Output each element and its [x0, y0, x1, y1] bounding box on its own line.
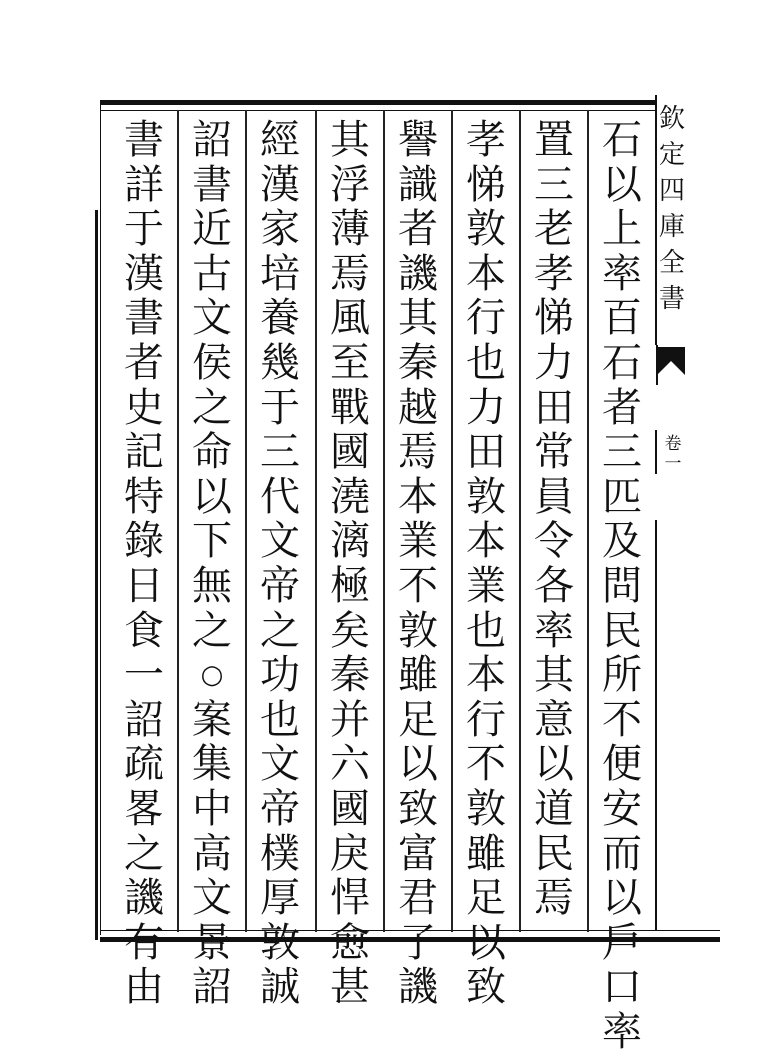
top-border-thick [100, 100, 655, 105]
column-glyph: 率 [602, 1008, 642, 1055]
column-glyph: 中 [192, 785, 232, 832]
book-title [655, 95, 687, 345]
column-glyph: 敦 [466, 206, 506, 253]
column-glyph: 以 [398, 741, 438, 788]
column-glyph: 敦 [260, 919, 300, 966]
column-glyph: 及 [602, 518, 642, 565]
column-glyph: 戶 [602, 919, 642, 966]
book-title-char: 四 [658, 176, 685, 206]
column-glyph: 書 [124, 295, 164, 342]
text-column-8 [114, 117, 174, 1011]
column-glyph: 六 [330, 741, 370, 788]
column-glyph: 本 [466, 518, 506, 565]
column-glyph: 本 [398, 473, 438, 520]
column-glyph: 以 [534, 741, 574, 788]
column-glyph: 家 [260, 206, 300, 253]
column-glyph: 集 [192, 741, 232, 788]
column-divider [315, 110, 317, 932]
column-glyph: 代 [260, 473, 300, 520]
column-glyph: 以 [602, 875, 642, 922]
column-glyph: 戾 [330, 830, 370, 877]
column-glyph: 所 [602, 652, 642, 699]
column-glyph: 業 [466, 562, 506, 609]
column-glyph: 老 [534, 206, 574, 253]
column-glyph: 意 [534, 696, 574, 743]
column-glyph: 于 [260, 384, 300, 431]
column-glyph: 畧 [124, 785, 164, 832]
book-title-char: 定 [658, 140, 685, 170]
column-glyph: 詔 [192, 964, 232, 1011]
column-glyph: 記 [124, 429, 164, 476]
column-glyph: 命 [192, 429, 232, 476]
column-glyph: 功 [260, 652, 300, 699]
column-glyph: 田 [466, 429, 506, 476]
column-glyph: 譏 [398, 250, 438, 297]
column-glyph: 敦 [398, 607, 438, 654]
column-glyph: 漓 [330, 518, 370, 565]
column-glyph: 幾 [260, 339, 300, 386]
column-divider [177, 110, 179, 932]
column-glyph: 譽 [398, 117, 438, 163]
column-glyph: 敦 [466, 473, 506, 520]
column-glyph: 并 [330, 696, 370, 743]
column-glyph: 之 [124, 830, 164, 877]
column-glyph: 漢 [260, 161, 300, 208]
column-glyph: 秦 [330, 652, 370, 699]
column-glyph: 三 [602, 429, 642, 476]
column-glyph: 便 [602, 741, 642, 788]
column-divider [587, 110, 589, 932]
column-glyph: 行 [466, 295, 506, 342]
book-title-char: 全 [658, 248, 685, 278]
column-glyph: 民 [602, 607, 642, 654]
column-glyph: 帝 [260, 562, 300, 609]
column-glyph: 足 [398, 696, 438, 743]
column-glyph: 率 [534, 607, 574, 654]
header-divider [655, 520, 657, 930]
column-glyph: 置 [534, 117, 574, 163]
column-glyph: 悌 [466, 161, 506, 208]
column-glyph: 書 [124, 117, 164, 163]
column-divider [383, 110, 385, 932]
column-glyph: 詔 [124, 696, 164, 743]
column-glyph: 致 [466, 964, 506, 1011]
column-glyph: 矣 [330, 607, 370, 654]
column-glyph: 漢 [124, 250, 164, 297]
column-glyph: 近 [192, 206, 232, 253]
column-glyph: 譏 [124, 875, 164, 922]
column-glyph: 景 [192, 919, 232, 966]
column-glyph: 行 [466, 696, 506, 743]
column-glyph: 識 [398, 161, 438, 208]
column-glyph: 日 [124, 562, 164, 609]
column-glyph: 特 [124, 473, 164, 520]
column-glyph: 不 [602, 696, 642, 743]
left-border-thin [100, 105, 101, 935]
column-glyph: 于 [124, 206, 164, 253]
column-glyph: 培 [260, 250, 300, 297]
column-glyph: 之 [260, 607, 300, 654]
column-glyph: 也 [466, 339, 506, 386]
column-glyph: 雖 [466, 830, 506, 877]
column-glyph: 戰 [330, 384, 370, 431]
column-glyph: 澆 [330, 473, 370, 520]
column-glyph: 一 [124, 652, 164, 699]
column-glyph: 足 [466, 875, 506, 922]
column-glyph: 高 [192, 830, 232, 877]
column-glyph: 甚 [330, 964, 370, 1011]
column-glyph: 問 [602, 562, 642, 609]
column-glyph: 力 [466, 384, 506, 431]
text-column-1 [592, 117, 652, 1055]
volume-label [655, 430, 689, 474]
top-border-thin [100, 110, 655, 111]
column-glyph: 譏 [398, 964, 438, 1011]
column-glyph: 之 [192, 607, 232, 654]
column-glyph: 者 [124, 339, 164, 386]
column-glyph: 三 [534, 161, 574, 208]
column-glyph: 常 [534, 429, 574, 476]
column-glyph: 以 [466, 919, 506, 966]
column-glyph: 其 [330, 117, 370, 163]
book-title-char: 欽 [658, 104, 685, 134]
column-divider [451, 110, 453, 932]
column-glyph: 文 [192, 295, 232, 342]
column-glyph: 孝 [534, 250, 574, 297]
column-glyph: 悍 [330, 875, 370, 922]
column-glyph: 者 [602, 384, 642, 431]
column-glyph: 也 [466, 607, 506, 654]
text-column-7 [182, 117, 242, 1011]
fishtail-mark-icon [655, 345, 687, 385]
column-glyph: 焉 [398, 429, 438, 476]
text-column-3 [456, 117, 516, 1011]
column-glyph: 百 [602, 295, 642, 342]
column-glyph: 安 [602, 785, 642, 832]
column-glyph: 帝 [260, 785, 300, 832]
column-glyph: 古 [192, 250, 232, 297]
column-glyph: 率 [602, 250, 642, 297]
column-glyph: 極 [330, 562, 370, 609]
column-glyph: 各 [534, 562, 574, 609]
column-glyph: 道 [534, 785, 574, 832]
column-glyph: 本 [466, 652, 506, 699]
column-glyph: 下 [192, 518, 232, 565]
column-glyph: 秦 [398, 339, 438, 386]
column-glyph: 書 [192, 161, 232, 208]
column-glyph: 無 [192, 562, 232, 609]
column-glyph: 敦 [466, 785, 506, 832]
column-glyph: 國 [330, 429, 370, 476]
column-glyph: 厚 [260, 875, 300, 922]
column-divider [245, 110, 247, 932]
column-glyph: 焉 [330, 250, 370, 297]
column-glyph: 富 [398, 830, 438, 877]
column-glyph: 風 [330, 295, 370, 342]
column-glyph: 業 [398, 518, 438, 565]
column-glyph: 食 [124, 607, 164, 654]
column-glyph: 經 [260, 117, 300, 163]
column-glyph: ○ [200, 660, 224, 691]
column-glyph: 文 [192, 875, 232, 922]
column-divider [519, 110, 521, 932]
column-glyph: 三 [260, 429, 300, 476]
text-column-6 [250, 117, 310, 1011]
column-glyph: 至 [330, 339, 370, 386]
text-column-2 [524, 118, 584, 928]
column-glyph: 焉 [534, 875, 574, 922]
column-glyph: 雖 [398, 652, 438, 699]
column-glyph: 石 [602, 339, 642, 386]
text-column-5 [320, 117, 380, 1011]
column-glyph: 越 [398, 384, 438, 431]
column-glyph: 其 [398, 295, 438, 342]
column-glyph: 令 [534, 518, 574, 565]
column-glyph: 養 [260, 295, 300, 342]
column-glyph: 力 [534, 339, 574, 386]
column-glyph: 由 [124, 964, 164, 1011]
column-glyph: 君 [398, 875, 438, 922]
column-glyph: 樸 [260, 830, 300, 877]
column-glyph: 案 [192, 696, 232, 743]
column-glyph: 員 [534, 473, 574, 520]
column-glyph: 有 [124, 919, 164, 966]
column-glyph: 上 [602, 206, 642, 253]
column-glyph: 不 [466, 741, 506, 788]
column-glyph: 錄 [124, 518, 164, 565]
column-glyph: 口 [602, 964, 642, 1011]
book-title-char: 書 [658, 284, 685, 314]
column-glyph: 本 [466, 250, 506, 297]
column-glyph: 文 [260, 741, 300, 788]
column-glyph: 誠 [260, 964, 300, 1011]
column-glyph: 匹 [602, 473, 642, 520]
book-title-char: 庫 [658, 212, 685, 242]
column-glyph: 詔 [192, 117, 232, 163]
column-glyph: 不 [398, 562, 438, 609]
text-column-4 [388, 117, 448, 1011]
column-glyph: 民 [534, 830, 574, 877]
column-glyph: 悌 [534, 295, 574, 342]
column-glyph: 孝 [466, 117, 506, 163]
column-glyph: 史 [124, 384, 164, 431]
left-border-thick [95, 210, 98, 940]
column-glyph: 國 [330, 785, 370, 832]
column-glyph: 愈 [330, 919, 370, 966]
column-glyph: 也 [260, 696, 300, 743]
column-glyph: 之 [192, 384, 232, 431]
column-glyph: 疏 [124, 741, 164, 788]
column-glyph: 薄 [330, 206, 370, 253]
column-glyph: 致 [398, 785, 438, 832]
column-glyph: 其 [534, 652, 574, 699]
column-glyph: 子 [398, 919, 438, 966]
column-glyph: 者 [398, 206, 438, 253]
volume-label-char: 一 [664, 454, 682, 474]
column-glyph: 石 [602, 117, 642, 163]
column-glyph: 侯 [192, 339, 232, 386]
column-glyph: 以 [192, 473, 232, 520]
volume-label-char: 卷 [664, 434, 682, 454]
column-glyph: 田 [534, 384, 574, 431]
column-glyph: 以 [602, 161, 642, 208]
column-glyph: 文 [260, 518, 300, 565]
column-glyph: 而 [602, 830, 642, 877]
column-glyph: 浮 [330, 161, 370, 208]
column-glyph: 詳 [124, 161, 164, 208]
